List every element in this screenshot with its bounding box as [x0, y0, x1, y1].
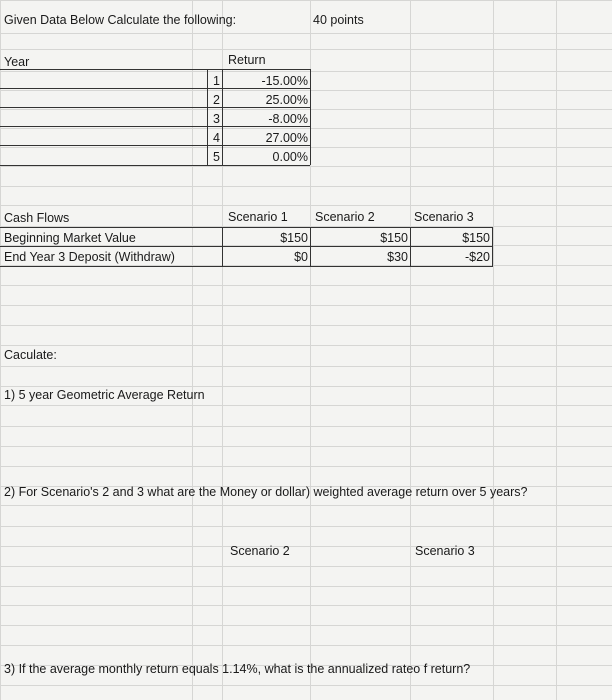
gridline-row — [0, 426, 612, 427]
cell-border — [310, 227, 311, 266]
cell-border — [492, 227, 493, 266]
cash-flows-label[interactable]: Cash Flows — [4, 211, 70, 225]
gridline-row — [0, 625, 612, 626]
gridline-row — [0, 586, 612, 587]
cell-border — [410, 227, 411, 266]
gridline-row — [0, 0, 612, 1]
gridline-col — [556, 0, 557, 700]
gridline-row — [0, 546, 612, 547]
scenario-value-cell[interactable]: -$20 — [464, 250, 490, 264]
return-header[interactable]: Return — [228, 53, 266, 67]
instruction-cell[interactable]: Given Data Below Calculate the following: — [4, 13, 237, 27]
scenario-value-cell[interactable]: $0 — [294, 250, 308, 264]
gridline-row — [0, 505, 612, 506]
deposit-withdraw-label[interactable]: End Year 3 Deposit (Withdraw) — [4, 250, 175, 264]
gridline-row — [0, 205, 612, 206]
return-cell[interactable]: -8.00% — [268, 112, 308, 126]
gridline-row — [0, 645, 612, 646]
gridline-col — [493, 0, 494, 700]
gridline-row — [0, 285, 612, 286]
gridline-row — [0, 405, 612, 406]
gridline-row — [0, 33, 612, 34]
q2-scenario-3-label[interactable]: Scenario 3 — [415, 544, 475, 558]
gridline-row — [0, 685, 612, 686]
cell-border — [222, 227, 223, 266]
gridline-row — [0, 566, 612, 567]
scenario-value-cell[interactable]: $150 — [462, 231, 490, 245]
scenario-value-cell[interactable]: $150 — [280, 231, 308, 245]
year-cell[interactable]: 4 — [213, 131, 220, 145]
gridline-row — [0, 49, 612, 50]
gridline-col — [410, 0, 411, 700]
return-cell[interactable]: 27.00% — [265, 131, 308, 145]
return-cell[interactable]: 0.00% — [272, 150, 308, 164]
year-header[interactable]: Year — [4, 55, 30, 69]
gridline-col — [0, 0, 1, 700]
return-cell[interactable]: 25.00% — [265, 93, 308, 107]
gridline-row — [0, 366, 612, 367]
question-2[interactable]: 2) For Scenario's 2 and 3 what are the Money or dollar) weighted average return over 5 years? — [4, 485, 528, 499]
q2-scenario-2-label[interactable]: Scenario 2 — [230, 544, 290, 558]
year-cell[interactable]: 1 — [213, 74, 220, 88]
beginning-market-value-label[interactable]: Beginning Market Value — [4, 231, 136, 245]
gridline-row — [0, 345, 612, 346]
calculate-label[interactable]: Caculate: — [4, 348, 57, 362]
year-cell[interactable]: 5 — [213, 150, 220, 164]
points-cell[interactable]: 40 points — [313, 13, 364, 27]
return-cell[interactable]: -15.00% — [261, 74, 308, 88]
scenario-1-header[interactable]: Scenario 1 — [228, 210, 288, 224]
cell-border — [222, 69, 223, 165]
gridline-row — [0, 526, 612, 527]
gridline-row — [0, 325, 612, 326]
question-1[interactable]: 1) 5 year Geometric Average Return — [4, 388, 205, 402]
scenario-value-cell[interactable]: $150 — [380, 231, 408, 245]
scenario-value-cell[interactable]: $30 — [387, 250, 408, 264]
gridline-row — [0, 446, 612, 447]
year-cell[interactable]: 3 — [213, 112, 220, 126]
gridline-row — [0, 605, 612, 606]
scenario-2-header[interactable]: Scenario 2 — [315, 210, 375, 224]
gridline-row — [0, 466, 612, 467]
question-3[interactable]: 3) If the average monthly return equals 1.14%, what is the annualized rateo f return? — [4, 662, 471, 676]
year-cell[interactable]: 2 — [213, 93, 220, 107]
cell-border — [0, 227, 493, 228]
gridline-row — [0, 305, 612, 306]
cell-border — [310, 69, 311, 165]
gridline-row — [0, 186, 612, 187]
scenario-3-header[interactable]: Scenario 3 — [414, 210, 474, 224]
